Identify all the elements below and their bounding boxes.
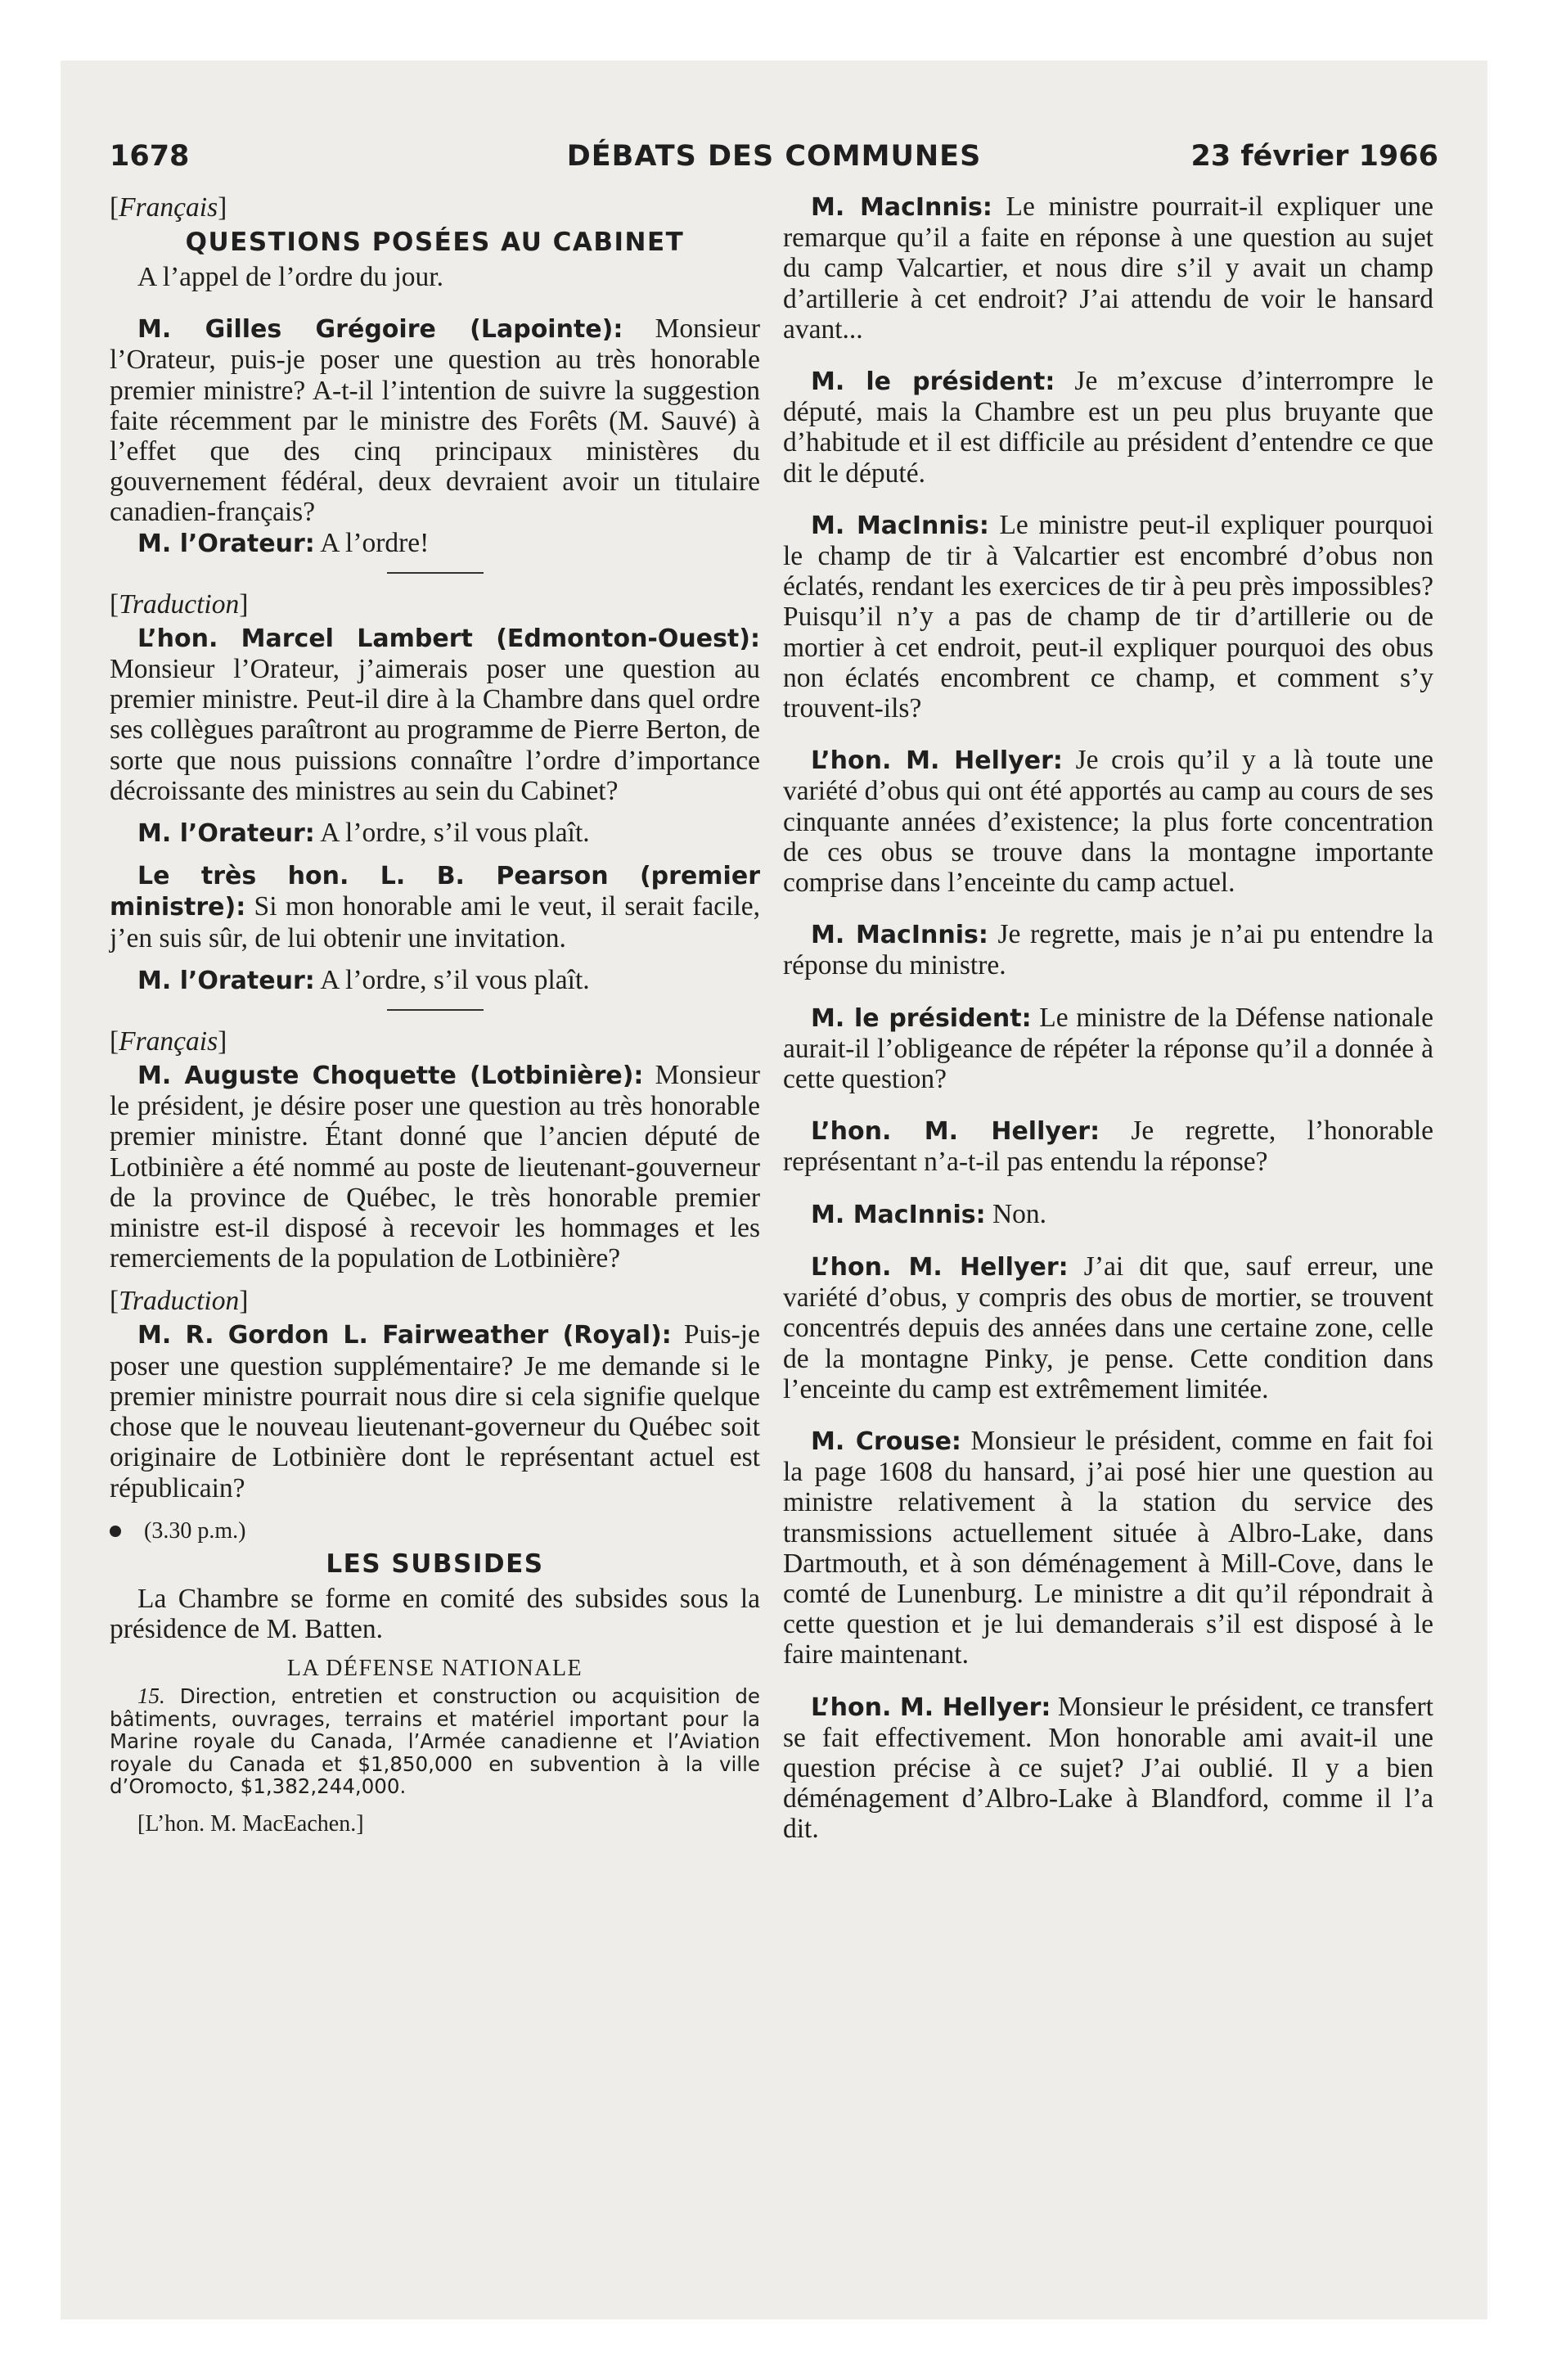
speaker-name: L’hon. Marcel Lambert (Edmonton-Ouest): (137, 624, 760, 653)
section-heading-questions: QUESTIONS POSÉES AU CABINET (185, 228, 685, 257)
speaker-name: Le très hon. L. B. Pearson (premier ministre): (110, 862, 760, 922)
speaker-name: M. R. Gordon L. Fairweather (Royal): (137, 1321, 672, 1350)
speaker-name: L’hon. M. Hellyer: (811, 746, 1063, 776)
speech-macinnis: M. MacInnis: Le ministre peut-il expliquer pourquoi le champ de tir à Valcartier est encombré d’obus non éclatés, rendant les exercices de tir à peu près impossibles? Puisqu’il n’y a pas de champ de tir d’artillerie ou de mortier à cet endroit, peut-il expliquer pourquoi des obus non éclatés encombrent ce champ, et comment s’y trouvent-ils? (783, 509, 1433, 724)
speech-choquette: M. Auguste Choquette (Lotbinière): Monsieur le président, je désire poser une question au très honorable premier ministre. Étant donné que l’ancien député de Lotbinière a été nommé au poste de lieutenant-gouverneur de la province de Québec, le très honorable premier ministre est-il disposé à recevoir les hommages et les remerciements de la population de Lotbinière? (110, 1060, 760, 1274)
speech-orateur: M. l’Orateur: A l’ordre! (137, 527, 430, 558)
speaker-name: M. l’Orateur: (137, 529, 315, 558)
committee-note: La Chambre se forme en comité des subsides sous la présidence de M. Batten. (110, 1583, 760, 1644)
speech-lambert: L’hon. Marcel Lambert (Edmonton-Ouest): Monsieur l’Orateur, j’aimerais poser une question au premier ministre. Peut-il dire à la Chambre dans quel ordre ses collègues paraîtront au programme de Pierre Berton, de sorte que nous puissions connaître l’ordre d’importance décroissante des ministres au sein du Cabinet? (110, 624, 760, 806)
speech-hellyer: L’hon. M. Hellyer: Je crois qu’il y a là toute une variété d’obus qui ont été apportés au camp au cours de ses cinquante années d’existence; la plus forte concentration de ces obus se trouve dans la montagne importante comprise dans l’enceinte du camp actuel. (783, 745, 1433, 899)
section-heading-subsides: LES SUBSIDES (326, 1548, 544, 1579)
language-tag: [Français] (110, 192, 227, 223)
speech-macinnis: M. MacInnis: Non. (811, 1198, 1047, 1229)
running-title: DÉBATS DES COMMUNES (566, 140, 982, 173)
bullet-icon (110, 1526, 121, 1537)
speaker-name: M. Crouse: (811, 1427, 961, 1456)
language-tag: [Traduction] (110, 588, 249, 620)
speech-macinnis: M. MacInnis: Je regrette, mais je n’ai pu entendre la réponse du ministre. (783, 919, 1434, 981)
speech-macinnis: M. MacInnis: Le ministre pourrait-il expliquer une remarque qu’il a faite en réponse à une question au sujet du camp Valcartier, et nous dire s’il y avait un champ d’artillerie à cet endroit? J’ai attendu de voir le hansard avant... (783, 192, 1433, 345)
speaker-name: L’hon. M. Hellyer: (811, 1252, 1069, 1282)
speaker-name: M. MacInnis: (811, 193, 992, 222)
time-stamp: (3.30 p.m.) (110, 1515, 760, 1548)
order-of-day: A l’appel de l’ordre du jour. (137, 262, 443, 292)
vote-item: 15. Direction, entretien et construction ou acquisition de bâtiments, ouvrages, terrains et matériel important pour la Marine royale du Canada, l’Armée canadienne et l’Aviation royale du Canada et $1,850,000 en subvention à la ville d’Oromocto, $1,382,244,000. (110, 1684, 760, 1799)
speech-hellyer: L’hon. M. Hellyer: Monsieur le président, ce transfert se fait effectivement. Mon honorable ami avait-il une question précise à ce sujet? J’ai oublié. Il y a bien déménagement d’Albro-Lake à Blandford, comme il l’a dit. (783, 1691, 1433, 1845)
speaker-name: M. MacInnis: (811, 921, 988, 950)
speaker-name: M. l’Orateur: (137, 819, 315, 849)
speaker-name: M. MacInnis: (811, 1200, 986, 1229)
speaker-name: M. le président: (811, 367, 1055, 397)
language-tag: [Français] (110, 1026, 227, 1057)
speaker-name: M. l’Orateur: (137, 966, 315, 995)
right-column (783, 192, 1433, 1845)
speaker-name: M. Gilles Grégoire (Lapointe): (137, 315, 623, 345)
subsection-heading-defense: LA DÉFENSE NATIONALE (286, 1656, 583, 1682)
speaker-name: L’hon. M. Hellyer: (811, 1117, 1100, 1147)
section-divider (387, 572, 484, 574)
speech-gregoire: M. Gilles Grégoire (Lapointe): Monsieur l’Orateur, puis-je poser une question au très honorable premier ministre? A-t-il l’intention de suivre la suggestion faite récemment par le ministre des Forêts (M. Sauvé) à l’effet que des cinq principaux ministères du gouvernement fédéral, deux devraient avoir un titulaire canadien-français? (110, 313, 760, 528)
speech-president: M. le président: Le ministre de la Défense nationale aurait-il l’obligeance de répéter la réponse qu’il a donnée à cette question? (783, 1002, 1433, 1095)
speaker-name: M. Auguste Choquette (Lotbinière): (137, 1062, 644, 1091)
speech-orateur: M. l’Orateur: A l’ordre, s’il vous plaît. (137, 964, 590, 995)
speech-fairweather: M. R. Gordon L. Fairweather (Royal): Puis-je poser une question supplémentaire? Je me demande si le premier ministre pourrait nous dire si cela signifie quelque chose que le nouveau lieutenant-governeur du Québec soit originaire de Lotbinière dont le représentant actuel est républicain? (110, 1319, 760, 1503)
page-number: 1678 (110, 140, 190, 173)
speech-crouse: M. Crouse: Monsieur le président, comme en fait foi la page 1608 du hansard, j’ai posé hier une question au ministre relativement à la station du service des transmissions actuellement située à Albro-Lake, dans Dartmouth, et à son déménagement à Mill-Cove, dans le comté de Lunenburg. Le ministre a dit qu’il répondrait à cette question et je lui demanderais s’il est disposé à le faire maintenant. (783, 1425, 1433, 1670)
speech-hellyer: L’hon. M. Hellyer: Je regrette, l’honorable représentant n’a-t-il pas entendu la réponse? (783, 1116, 1433, 1178)
speech-pearson: Le très hon. L. B. Pearson (premier ministre): Si mon honorable ami le veut, il serait facile, j’en suis sûr, de lui obtenir une invitation. (110, 862, 760, 953)
attribution: [L’hon. M. MacEachen.] (137, 1810, 364, 1837)
left-column (110, 192, 760, 1841)
speaker-name: M. MacInnis: (811, 511, 989, 540)
speaker-name: L’hon. M. Hellyer: (811, 1693, 1051, 1722)
document-page (61, 61, 1487, 2319)
speech-hellyer: L’hon. M. Hellyer: J’ai dit que, sauf erreur, une variété d’obus, y compris des obus de mortier, se trouvent concentrés depuis des années dans une certaine zone, celle de la montagne Pinky, je pense. Cette condition dans l’enceinte du camp est extrêmement limitée. (783, 1251, 1433, 1404)
header-date: 23 février 1966 (1190, 140, 1438, 173)
speech-president: M. le président: Je m’excuse d’interrompre le député, mais la Chambre est un peu plus bruyante que d’habitude et il est difficile au président d’entendre ce que dit le député. (783, 366, 1433, 489)
section-divider (387, 1009, 484, 1011)
speaker-name: M. le président: (811, 1003, 1032, 1033)
language-tag: [Traduction] (110, 1286, 249, 1317)
speech-orateur: M. l’Orateur: A l’ordre, s’il vous plaît. (137, 818, 590, 849)
running-header (110, 136, 1438, 177)
